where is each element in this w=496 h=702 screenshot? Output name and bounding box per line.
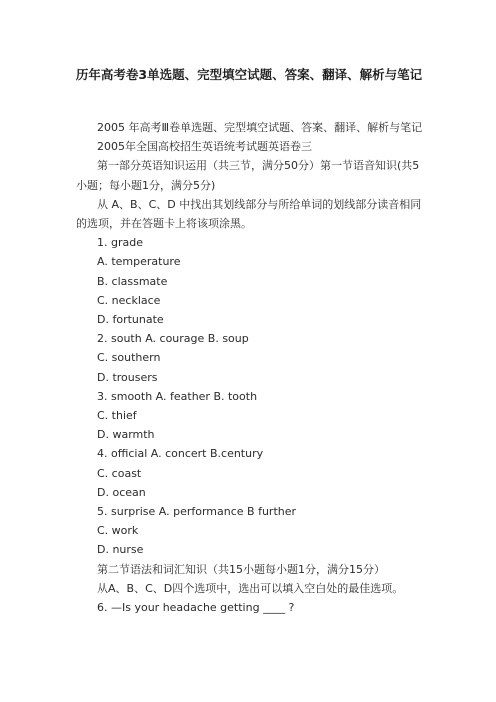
paragraph: 从 A、B、C、D 中找出其划线部分与所给单词的划线部分读音相同的选项，并在答题卡上将该项涂黑。: [76, 197, 422, 231]
paragraph: 2005 年高考Ⅲ卷单选题、完型填空试题、答案、翻译、解析与笔记: [97, 121, 423, 134]
section-instruction: 从A、B、C、D四个选项中，选出可以填入空白处的最佳选项。: [97, 581, 404, 595]
question-line: D. warmth: [97, 428, 155, 442]
question-line: 3. smooth A. feather B. tooth: [97, 389, 258, 403]
question-line: C. southern: [97, 351, 161, 365]
document-title: 历年高考卷3单选题、完型填空试题、答案、翻译、解析与笔记: [75, 67, 423, 82]
question-line: 2. south A. courage B. soup: [97, 332, 249, 346]
question-line: 1. grade: [97, 236, 143, 250]
question-line: C. work: [97, 524, 139, 538]
question-line: 6. —Is your headache getting ____ ?: [97, 601, 295, 615]
question-line: C. necklace: [97, 293, 161, 307]
section-heading: 第二节语法和词汇知识（共15小题每小题1分，满分15分）: [97, 562, 385, 576]
paragraph: 第一部分英语知识运用（共三节，满分50分）第一节语音知识(共5小题；每小题1分，满分5分): [76, 159, 420, 192]
question-line: C. coast: [97, 466, 142, 480]
question-line: 5. surprise A. performance B further: [97, 505, 297, 519]
question-line: C. thief: [97, 409, 137, 423]
question-line: 4. official A. concert B.century: [97, 447, 264, 461]
question-line: D. nurse: [97, 543, 144, 557]
question-line: A. temperature: [97, 255, 181, 269]
question-line: D. trousers: [97, 370, 158, 384]
document-body: [76, 118, 428, 617]
question-line: D. ocean: [97, 485, 146, 499]
question-line: B. classmate: [97, 274, 168, 288]
paragraph: 2005年全国高校招生英语统考试题英语卷三: [97, 140, 312, 154]
question-line: D. fortunate: [97, 313, 164, 327]
